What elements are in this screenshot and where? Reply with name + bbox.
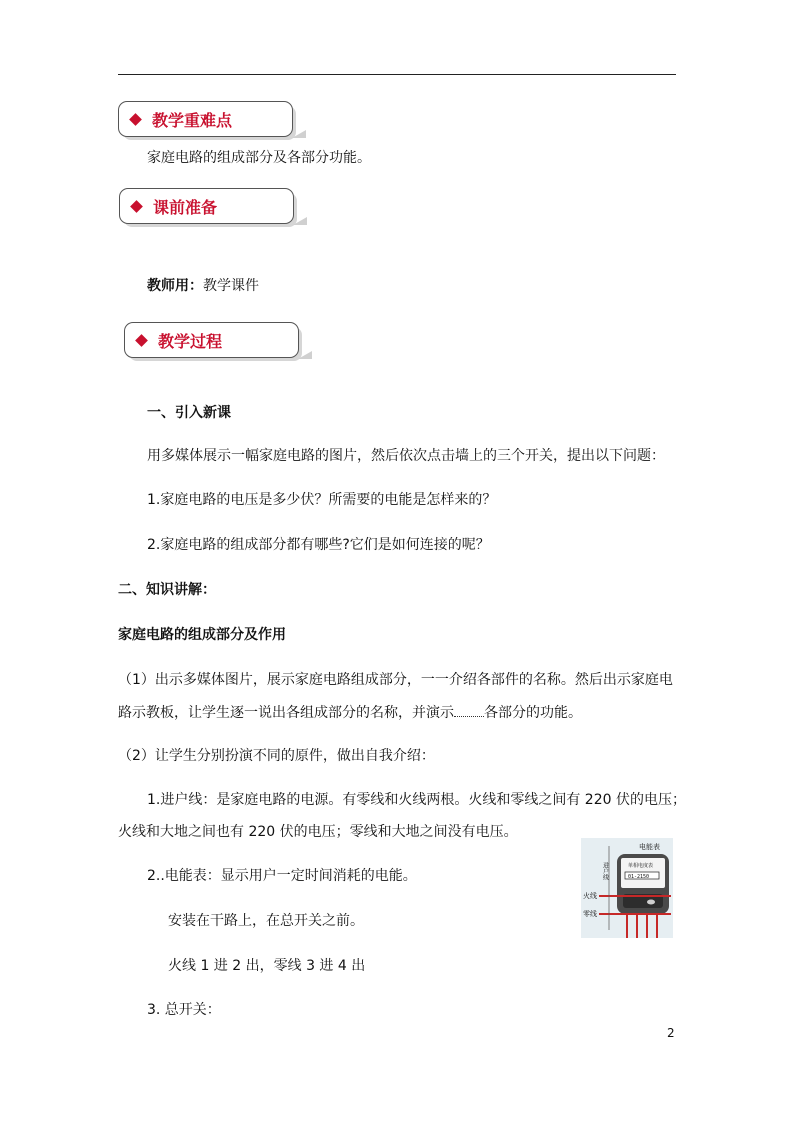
meter-reading: 01-2150 bbox=[628, 874, 650, 880]
focus-text: 家庭电路的组成部分及各部分功能。 bbox=[147, 150, 371, 166]
prep-label: 教师用： bbox=[147, 278, 203, 294]
ellipsis-mark bbox=[454, 702, 484, 717]
section-title: 课前准备 bbox=[153, 197, 218, 217]
prep-value: 教学课件 bbox=[203, 278, 259, 294]
question-2: 2.家庭电路的组成部分都有哪些?它们是如何连接的呢？ bbox=[147, 537, 490, 553]
section-header-process bbox=[124, 322, 299, 358]
meter-title: 单相电度表 bbox=[628, 863, 654, 869]
section-tail bbox=[298, 351, 312, 359]
part1-intro: 用多媒体展示一幅家庭电路的图片，然后依次点击墙上的三个开关，提出以下问题： bbox=[147, 448, 665, 464]
meter-label-top: 电能表 bbox=[639, 843, 660, 851]
paragraph-2: （2）让学生分别扮演不同的原件，做出自我介绍： bbox=[118, 748, 435, 764]
item-1-line-2: 火线和大地之间也有 220 伏的电压；零线和大地之间没有电压。 bbox=[118, 824, 518, 840]
section-tail bbox=[293, 217, 307, 225]
paragraph-1-line-1: （1）出示多媒体图片，展示家庭电路组成部分，一一介绍各部件的名称。然后出示家庭电 bbox=[118, 672, 673, 688]
item-2: 2..电能表：显示用户一定时间消耗的电能。 bbox=[147, 868, 417, 884]
section-title: 教学过程 bbox=[158, 331, 223, 351]
section-tail bbox=[292, 130, 306, 138]
section-header-prep bbox=[119, 188, 294, 224]
meter-label-zero: 零线 bbox=[583, 910, 597, 918]
item-3: 3. 总开关： bbox=[147, 1002, 221, 1018]
meter-label-in: 进户线 bbox=[601, 862, 609, 880]
prep-line bbox=[147, 276, 259, 296]
section-title: 教学重难点 bbox=[152, 110, 233, 130]
diamond-icon bbox=[129, 113, 142, 126]
paragraph-1-line-2 bbox=[118, 702, 582, 723]
electricity-meter-image bbox=[581, 838, 673, 938]
paragraph-1-line-2-b: 各部分的功能。 bbox=[484, 705, 582, 721]
section-header-focus bbox=[118, 101, 293, 137]
item-2-wiring: 火线 1 进 2 出，零线 3 进 4 出 bbox=[168, 958, 366, 974]
part1-title: 一、引入新课 bbox=[147, 405, 231, 421]
diamond-icon bbox=[135, 334, 148, 347]
item-1-line-1: 1.进户线：是家庭电路的电源。有零线和火线两根。火线和零线之间有 220 伏的电压； bbox=[147, 792, 686, 808]
header-rule bbox=[118, 74, 676, 75]
part2-title: 二、知识讲解： bbox=[118, 582, 216, 598]
question-1: 1.家庭电路的电压是多少伏？所需要的电能是怎样来的？ bbox=[147, 492, 497, 508]
meter-illustration bbox=[581, 838, 673, 938]
meter-label-fire: 火线 bbox=[583, 892, 597, 900]
diamond-icon bbox=[130, 200, 143, 213]
page-number: 2 bbox=[667, 1026, 675, 1040]
paragraph-1-line-2-a: 路示教板，让学生逐一说出各组成部分的名称，并演示 bbox=[118, 705, 454, 721]
subsection-title: 家庭电路的组成部分及作用 bbox=[118, 627, 286, 643]
item-2-install: 安装在干路上，在总开关之前。 bbox=[168, 913, 364, 929]
